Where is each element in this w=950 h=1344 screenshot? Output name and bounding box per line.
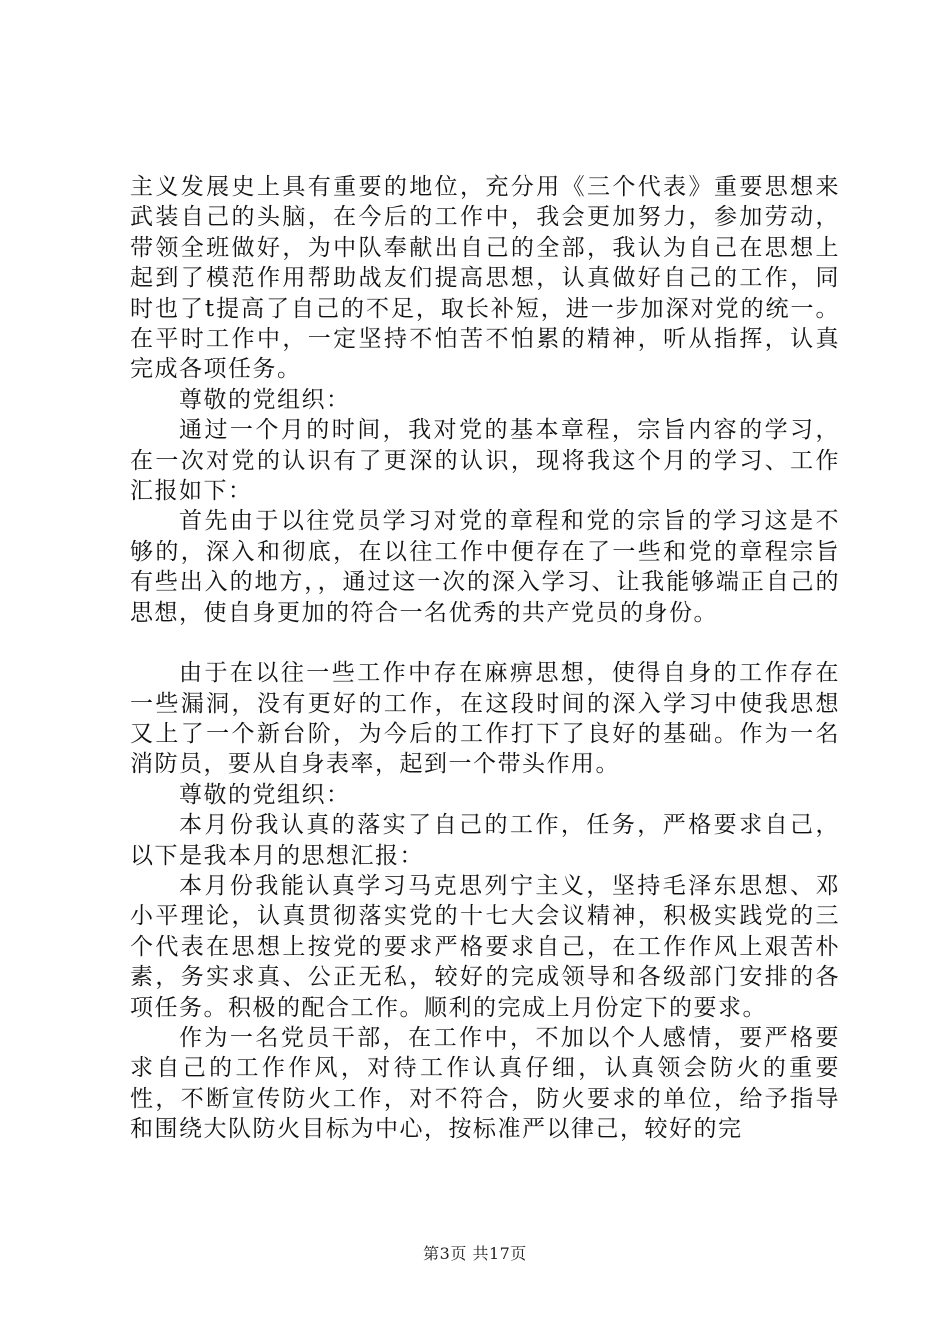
paragraph-continuation: 主义发展史上具有重要的地位，充分用《三个代表》重要思想来武装自己的头脑，在今后的工作中，我会更加努力，参加劳动，带领全班做好，为中队奉献出自己的全部，我认为自己在思想上起到了模范作用帮助战友们提高思想，认真做好自己的工作，同时也了t提高了自己的不足，取长补短，进一步加深对党的统一。在平时工作中，一定坚持不怕苦不怕累的精神，听从指挥，认真完成各项任务。 [130,174,840,383]
paragraph: 本月份我认真的落实了自己的工作，任务，严格要求自己，以下是我本月的思想汇报： [130,812,840,869]
salutation: 尊敬的党组织： [179,386,351,413]
salutation: 尊敬的党组织： [179,781,351,808]
paragraph: 作为一名党员干部，在工作中，不加以个人感情，要严格要求自己的工作作风，对待工作认真仔细，认真领会防火的重要性，不断宣传防火工作，对不符合，防火要求的单位，给予指导和围绕大队防火目标为中心，按标准严以律己，较好的完 [130,1024,840,1143]
paragraph: 首先由于以往党员学习对党的章程和党的宗旨的学习这是不够的，深入和彻底，在以往工作中便存在了一些和党的章程宗旨有些出入的地方，，通过这一次的深入学习、让我能够端正自己的思想，使自身更加的符合一名优秀的共产党员的身份。 [130,508,840,626]
page-number-footer: 第3页 共17页 [423,1244,527,1263]
paragraph: 由于在以往一些工作中存在麻痹思想，使得自身的工作存在一些漏洞，没有更好的工作，在这段时间的深入学习中使我思想又上了一个新台阶，为今后的工作打下了良好的基础。作为一名消防员，要从自身表率，起到一个带头作用。 [130,660,840,778]
paragraph: 通过一个月的时间，我对党的基本章程，宗旨内容的学习，在一次对党的认识有了更深的认识，现将我这个月的学习、工作汇报如下： [130,417,840,505]
document-body [130,172,840,1145]
paragraph: 本月份我能认真学习马克思列宁主义，坚持毛泽东思想、邓小平理论，认真贯彻落实党的十七大会议精神，积极实践党的三个代表在思想上按党的要求严格要求自己，在工作作风上艰苦朴素，务实求真、公正无私，较好的完成领导和各级部门安排的各项任务。积极的配合工作。顺利的完成上月份定下的要求。 [130,872,840,1021]
